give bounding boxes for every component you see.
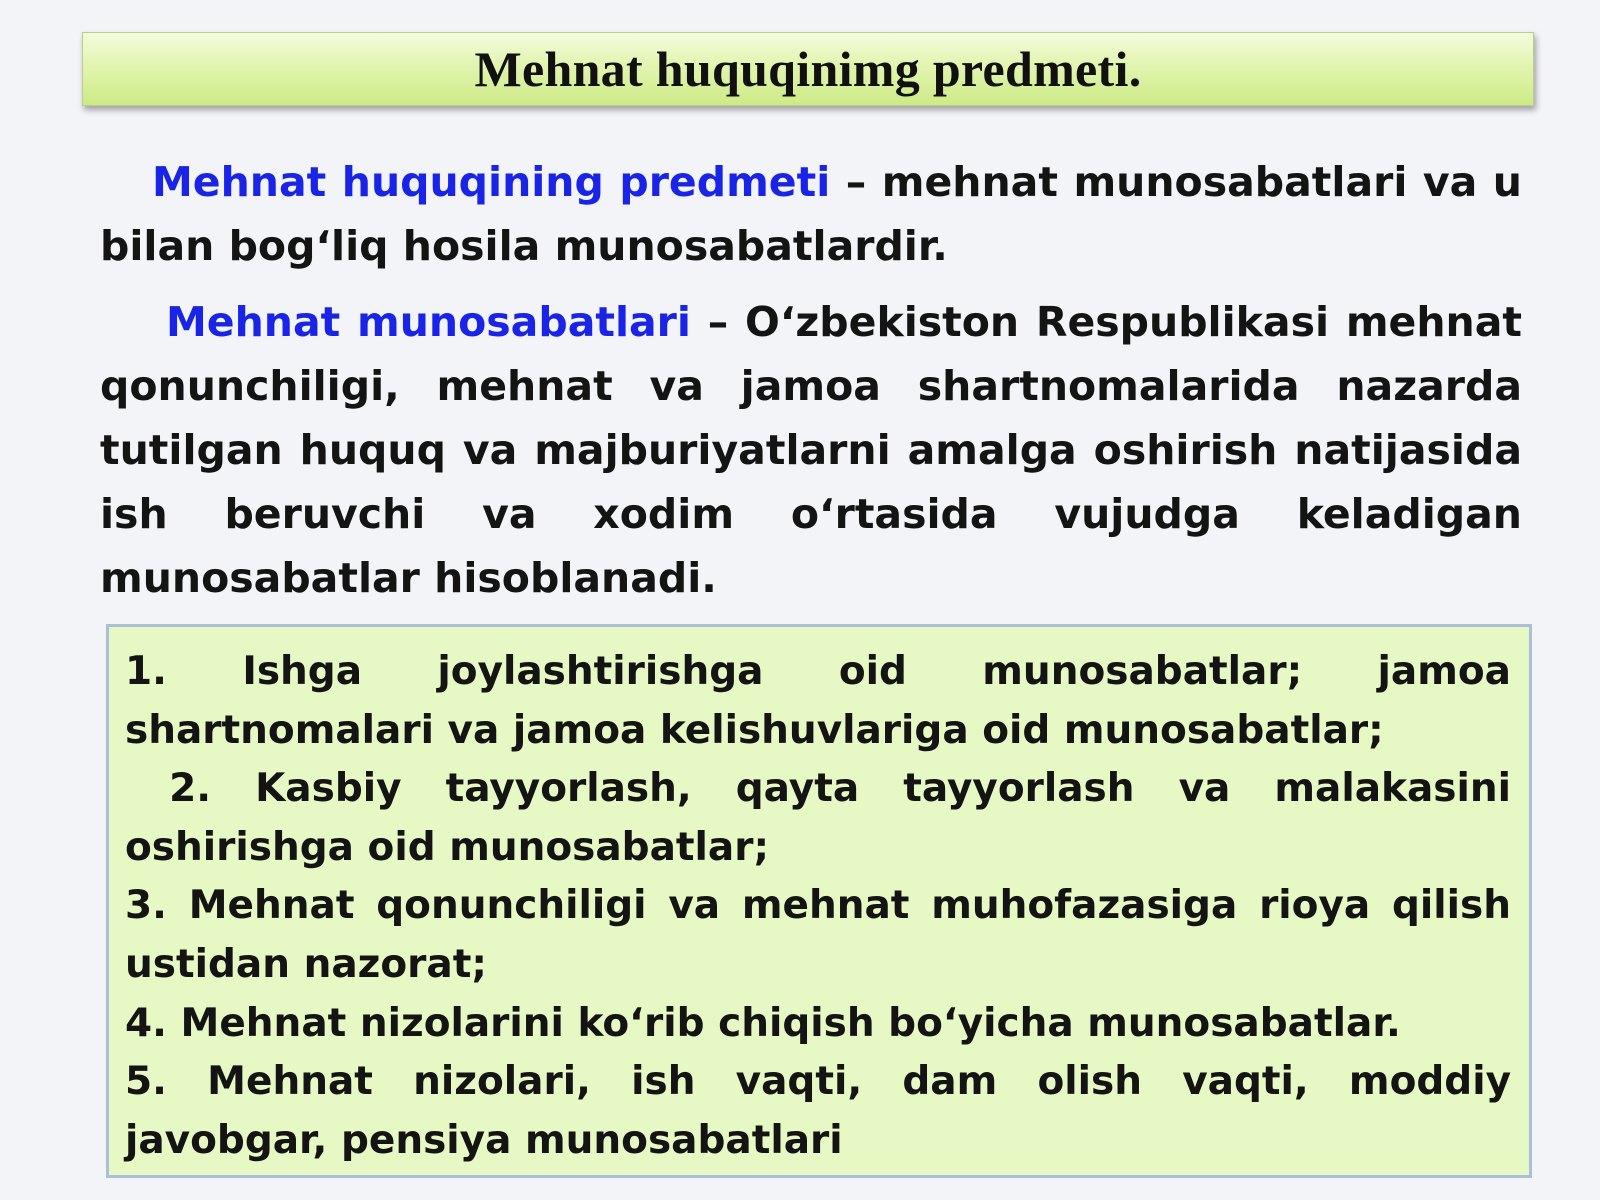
list-item: 1. Ishga joylashtirishga oid munosabatlar; jamoa shartnomalari va jamoa kelishuvlariga oid munosabatlar; bbox=[125, 649, 1511, 753]
list-item: 2. Kasbiy tayyorlash, qayta tayyorlash va malakasini oshirishga oid munosabatlar; bbox=[125, 766, 1525, 870]
definition-text: – O‘zbekiston Respublikasi mehnat qonunchiligi, mehnat va jamoa shartnomalarida nazarda tutilgan huquq va majburiyatlarni amalga oshirish natijasida ish beruvchi va xodim o‘rtasida vujudga keladigan munosabatlar hisoblanadi. bbox=[100, 298, 1522, 602]
list-item: 3. Mehnat qonunchiligi va mehnat muhofazasiga rioya qilish ustidan nazorat; bbox=[125, 883, 1511, 987]
definitions-section bbox=[100, 150, 1522, 622]
definition-text: – mehnat munosabatlari va u bilan bog‘liq hosila munosabatlardir. bbox=[100, 158, 1522, 270]
relations-list-box bbox=[106, 624, 1532, 1178]
definition-term: Mehnat huquqining predmeti bbox=[152, 158, 831, 206]
slide-title-bar bbox=[82, 32, 1534, 106]
definition-term: Mehnat munosabatlari bbox=[166, 298, 691, 346]
definition-paragraph bbox=[100, 150, 1522, 278]
list-item: 4. Mehnat nizolarini ko‘rib chiqish bo‘yicha munosabatlar. bbox=[125, 1000, 1401, 1046]
definition-paragraph bbox=[100, 290, 1522, 610]
slide-title: Mehnat huquqinimg predmeti. bbox=[474, 41, 1142, 97]
list-item: 5. Mehnat nizolari, ish vaqti, dam olish vaqti, moddiy javobgar, pensiya munosabatlari bbox=[125, 1059, 1511, 1163]
